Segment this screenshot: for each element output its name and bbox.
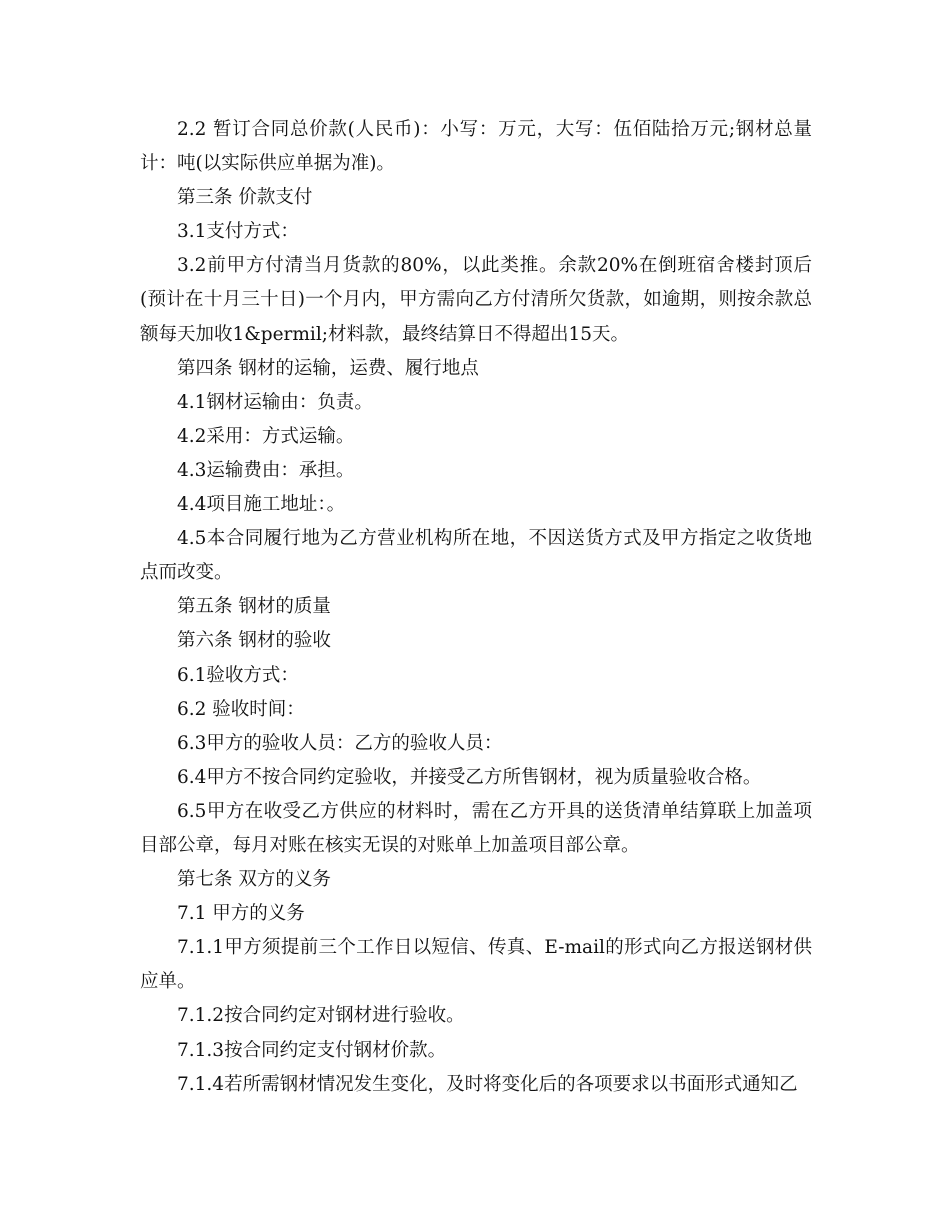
contract-body <box>140 113 812 1102</box>
clause-4-1-paragraph: 4.1钢材运输由：负责。 <box>177 391 373 413</box>
clause-6-1-paragraph: 6.1验收方式： <box>177 664 299 686</box>
article-4-heading: 第四条 钢材的运输，运费、履行地点 <box>177 357 479 379</box>
clause-7-1-4-paragraph: 7.1.4若所需钢材情况发生变化，及时将变化后的各项要求以书面形式通知乙 <box>177 1073 798 1095</box>
clause-6-3-paragraph: 6.3甲方的验收人员：乙方的验收人员： <box>177 732 503 754</box>
clause-3-1-paragraph: 3.1支付方式： <box>177 221 299 243</box>
clause-7-1-3-paragraph: 7.1.3按合同约定支付钢材价款。 <box>177 1039 447 1061</box>
article-3-heading: 第三条 价款支付 <box>177 187 313 209</box>
clause-7-1-heading: 7.1 甲方的义务 <box>177 903 305 925</box>
article-7-heading: 第七条 双方的义务 <box>177 869 331 891</box>
article-6-heading: 第六条 钢材的验收 <box>177 630 331 652</box>
clause-4-5-paragraph: 4.5本合同履行地为乙方营业机构所在地，不因送货方式及甲方指定之收货地点而改变。 <box>140 528 812 584</box>
clause-6-4-paragraph: 6.4甲方不按合同约定验收，并接受乙方所售钢材，视为质量验收合格。 <box>177 766 762 788</box>
clause-7-1-1-paragraph: 7.1.1甲方须提前三个工作日以短信、传真、E-mail的形式向乙方报送钢材供应单。 <box>140 937 812 993</box>
clause-4-3-paragraph: 4.3运输费由：承担。 <box>177 459 355 481</box>
clause-6-5-paragraph: 6.5甲方在收受乙方供应的材料时，需在乙方开具的送货清单结算联上加盖项目部公章，每月对账在核实无误的对账单上加盖项目部公章。 <box>140 800 812 856</box>
clause-3-2-paragraph: 3.2前甲方付清当月货款的80%，以此类推。余款20%在倒班宿舍楼封顶后(预计在十月三十日)一个月内，甲方需向乙方付清所欠货款，如逾期，则按余款总额每天加收1&permil;材料款，最终结算日不得超出15天。 <box>140 255 812 345</box>
clause-7-1-2-paragraph: 7.1.2按合同约定对钢材进行验收。 <box>177 1005 465 1027</box>
clause-6-2-paragraph: 6.2 验收时间： <box>177 698 305 720</box>
clause-4-2-paragraph: 4.2采用：方式运输。 <box>177 425 355 447</box>
clause-4-4-paragraph: 4.4项目施工地址：。 <box>177 494 346 516</box>
article-5-heading: 第五条 钢材的质量 <box>177 596 331 618</box>
clause-2-2-paragraph: 2.2 暂订合同总价款(人民币)：小写：万元，大写：伍佰陆拾万元;钢材总量计：吨(以实际供应单据为准)。 <box>140 119 812 175</box>
